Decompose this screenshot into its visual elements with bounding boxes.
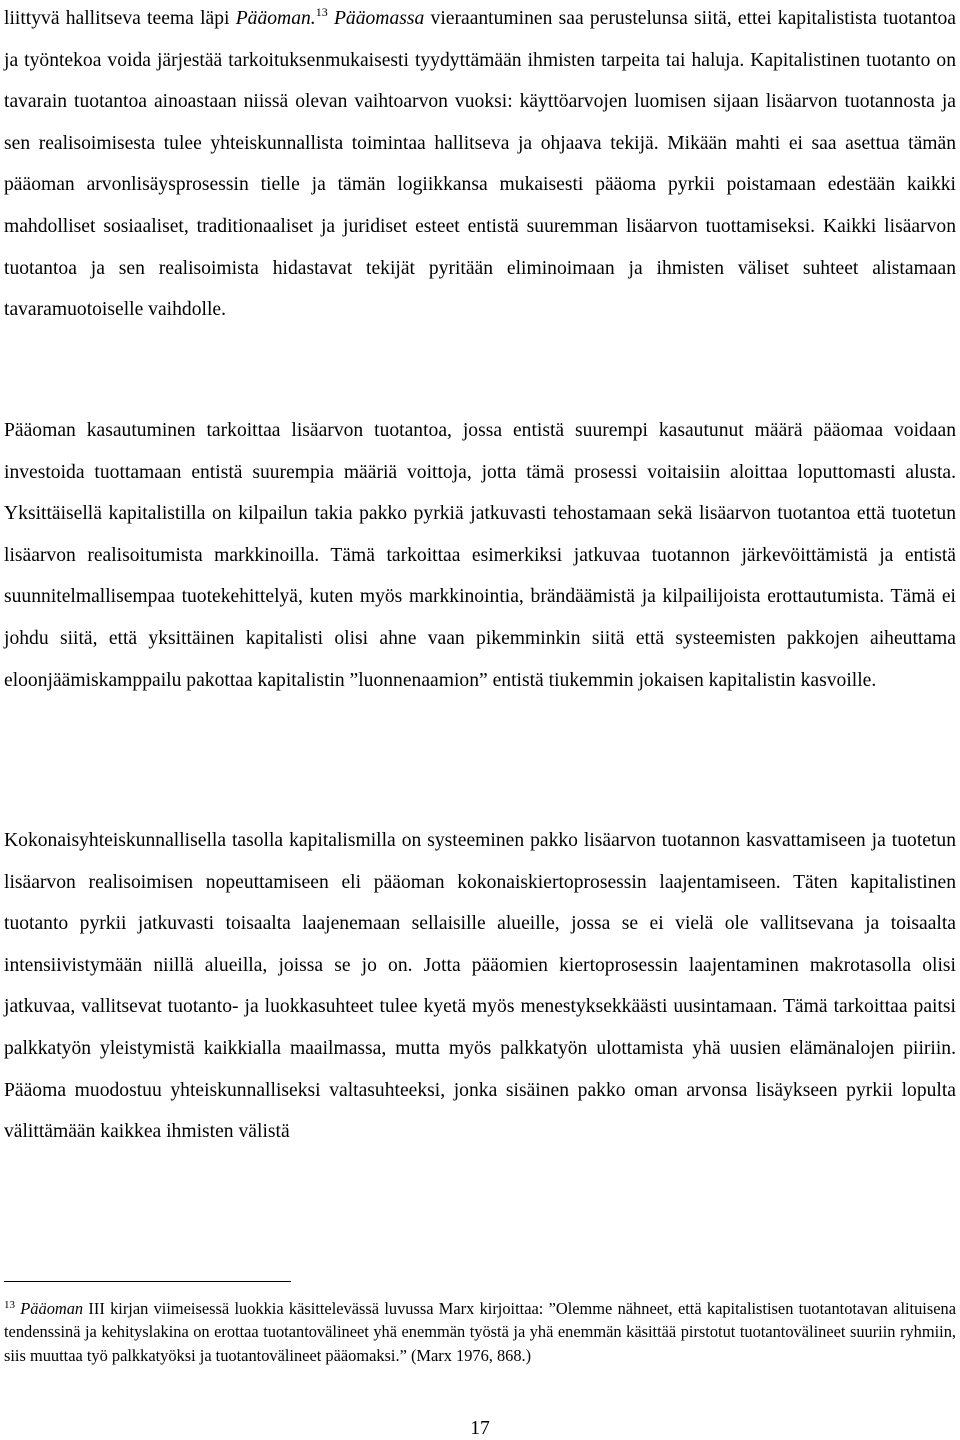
body-paragraph-2 xyxy=(4,410,956,701)
text-run: Kokonaisyhteiskunnallisella tasolla kapitalismilla on systeeminen pakko lisäarvon tuotannon kasvattamiseen ja tuotetun lisäarvon realisoimisen nopeuttamiseen eli pääoman kokonaiskiertoprosessin laajentamiseen. Täten kapitalistinen tuotanto pyrkii jatkuvasti toisaalta laajenemaan sellaisille alueille, jossa se ei vielä ole vallitsevana ja toisaalta intensiivistymään niillä alueilla, joissa se jo on. Jotta pääomien kiertoprosessin laajentaminen makrotasolla olisi jatkuvaa, vallitsevat tuotanto- ja luokkasuhteet tulee kyetä myös menestyksekkäästi uusintamaan. Tämä tarkoittaa paitsi palkkatyön yleistymistä kaikkialla maailmassa, mutta myös palkkatyön ulottamista yhä uusien elämänalojen piiriin. Pääoma muodostuu yhteiskunnalliseksi valtasuhteeksi, jonka sisäinen pakko oman arvonsa lisäykseen pyrkii lopulta välittämään kaikkea ihmisten välistä xyxy=(4,830,956,1143)
footnote-ref-marker: 13 xyxy=(315,5,328,19)
document-page xyxy=(4,0,956,1440)
italic-text: Pääoman xyxy=(20,1299,84,1318)
text-run: vieraantuminen saa perustelunsa siitä, ettei kapitalistista tuotantoa ja työntekoa voida järjestää tarkoituksenmukaisesti tyydyttämään ihmisten tarpeita tai haluja. Kapitalistinen tuotanto on tavarain tuotantoa ainoastaan niissä olevan vaihtoarvon vuoksi: käyttöarvojen luomisen sijaan lisäarvon tuotannosta ja sen realisoimisesta tulee yhteiskunnallista toimintaa hallitseva ja ohjaava tekijä. Mikään mahti ei saa asettua tämän pääoman arvonlisäysprosessin tielle ja tämän logiikkansa mukaisesti pääoma pyrkii poistamaan edestään kaikki mahdolliset sosiaaliset, traditionaaliset ja juridiset esteet entistä suuremman lisäarvon tuottamiseksi. Kaikki lisäarvon tuotantoa ja sen realisoimista hidastavat tekijät pyritään eliminoimaan ja ihmisten väliset suhteet alistamaan tavaramuotoiselle vaihdolle. xyxy=(4,8,956,321)
text-run: liittyvä hallitseva teema läpi xyxy=(4,8,236,29)
text-run: Pääoman kasautuminen tarkoittaa lisäarvon tuotantoa, jossa entistä suurempi kasautunut määrä pääomaa voidaan investoida tuottamaan entistä suurempia määriä voittoja, jotta tämä prosessi voitaisiin aloittaa loputtomasti alusta. Yksittäisellä kapitalistilla on kilpailun takia pakko pyrkiä jatkuvasti tehostamaan sekä lisäarvon tuotantoa että tuotetun lisäarvon realisoitumista markkinoilla. Tämä tarkoittaa esimerkiksi jatkuvaa tuotannon järkevöittämistä ja entistä suunnitelmallisempaa tuotekehittelyä, kuten myös markkinointia, brändäämistä ja kilpailijoista erottautumista. Tämä ei johdu siitä, että yksittäinen kapitalisti olisi ahne vaan pikemminkin siitä että systeemisten pakkojen aiheuttama eloonjäämiskamppailu pakottaa kapitalistin ”luonnenaamion” entistä tiukemmin jokaisen kapitalistin kasvoille. xyxy=(4,420,956,691)
italic-text: Pääomassa xyxy=(333,8,425,29)
page-number: 17 xyxy=(470,1418,490,1439)
footnote-separator xyxy=(4,1281,291,1282)
body-paragraph-3 xyxy=(4,820,956,1153)
text-run: III kirjan viimeisessä luokkia käsittelevässä luvussa Marx kirjoittaa: ”Olemme nähneet, että kapitalistisen tuotantotavan alituisena tendenssinä ja kehityslakina on erottaa tuotantovälineet yhä enemmän työstä ja yhä enemmän käsittää pirstotut tuotantovälineet suuriin ryhmiin, siis muuttaa työ palkkatyöksi ja tuotantovälineet pääomaksi.” (Marx 1976, 868.) xyxy=(4,1299,956,1365)
footnote-13 xyxy=(4,1297,956,1367)
body-paragraph-1 xyxy=(4,0,956,331)
italic-text: . xyxy=(310,8,316,29)
footnote-ref-marker: 13 xyxy=(4,1299,15,1311)
italic-text: Pääoman xyxy=(235,8,311,29)
